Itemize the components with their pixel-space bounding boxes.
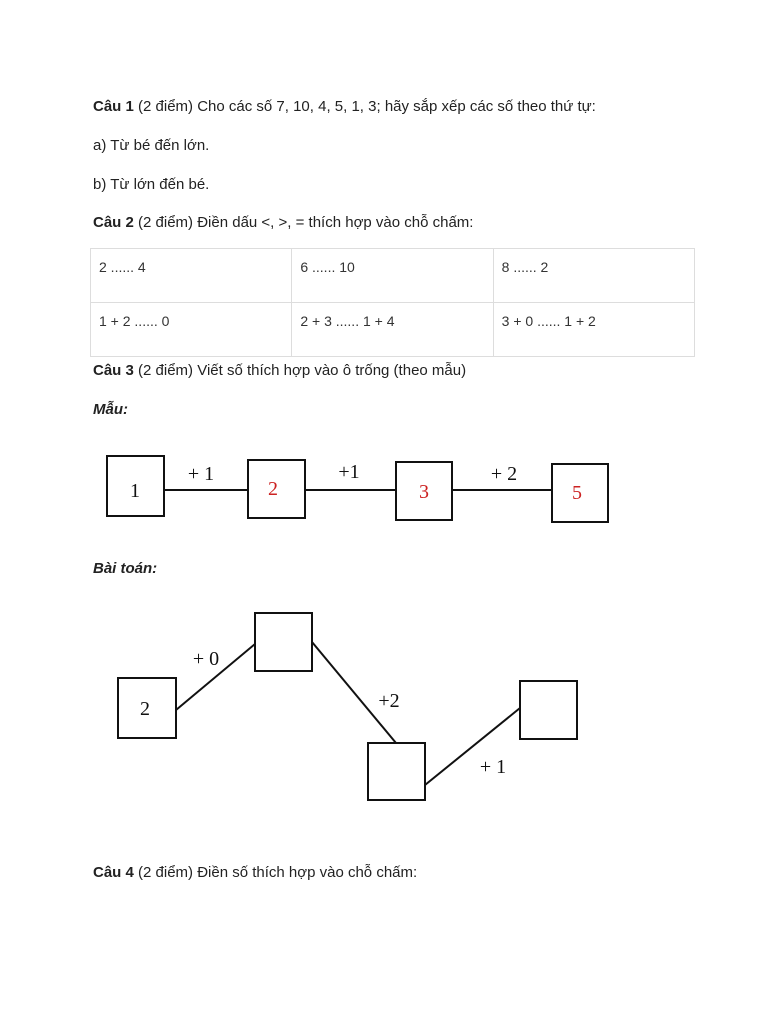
box-number: 3 [419, 481, 429, 503]
q1-part-b: b) Từ lớn đến bé. [93, 176, 210, 193]
sample-label: Mẫu: [93, 401, 128, 418]
q4-heading: Câu 4 [93, 864, 134, 881]
table-row [91, 249, 695, 303]
operation-label: +1 [338, 461, 360, 483]
answer-box[interactable] [520, 681, 577, 739]
sample-diagram [0, 440, 768, 540]
q1-part-a: a) Từ bé đến lớn. [93, 137, 210, 154]
q1-heading: Câu 1 [93, 98, 134, 115]
q2-heading: Câu 2 [93, 214, 134, 231]
table-cell: 3 + 0 ...... 1 + 2 [493, 303, 694, 357]
operation-label: + 0 [192, 648, 220, 670]
box-number: 2 [268, 478, 278, 500]
comparison-table [90, 248, 695, 357]
table-cell: 2 + 3 ...... 1 + 4 [292, 303, 493, 357]
operation-label: + 1 [187, 463, 215, 485]
box-number: 2 [140, 698, 150, 720]
q2-text: (2 điểm) Điền dấu <, >, = thích hợp vào chỗ chấm: [138, 214, 474, 231]
problem-label: Bài toán: [93, 560, 158, 577]
table-row [91, 303, 695, 357]
problem-diagram [0, 600, 768, 810]
answer-box[interactable] [368, 743, 425, 800]
operation-label: + 2 [490, 463, 518, 485]
box-number: 5 [572, 482, 582, 504]
q3-heading: Câu 3 [93, 362, 134, 379]
table-cell: 6 ...... 10 [292, 249, 493, 303]
answer-box[interactable] [255, 613, 312, 671]
operation-label: + 1 [479, 756, 507, 778]
q1-text: (2 điểm) Cho các số 7, 10, 4, 5, 1, 3; hãy sắp xếp các số theo thứ tự: [138, 98, 596, 115]
table-cell: 8 ...... 2 [493, 249, 694, 303]
operation-label: +2 [378, 690, 400, 712]
q1-line [93, 98, 596, 115]
q3-line [93, 362, 466, 379]
q4-text: (2 điểm) Điền số thích hợp vào chỗ chấm: [138, 864, 418, 881]
table-cell: 2 ...... 4 [91, 249, 292, 303]
table-cell: 1 + 2 ...... 0 [91, 303, 292, 357]
q4-line [93, 864, 417, 881]
box-number: 1 [130, 480, 140, 502]
q3-text: (2 điểm) Viết số thích hợp vào ô trống (theo mẫu) [138, 362, 467, 379]
q2-line [93, 214, 473, 231]
